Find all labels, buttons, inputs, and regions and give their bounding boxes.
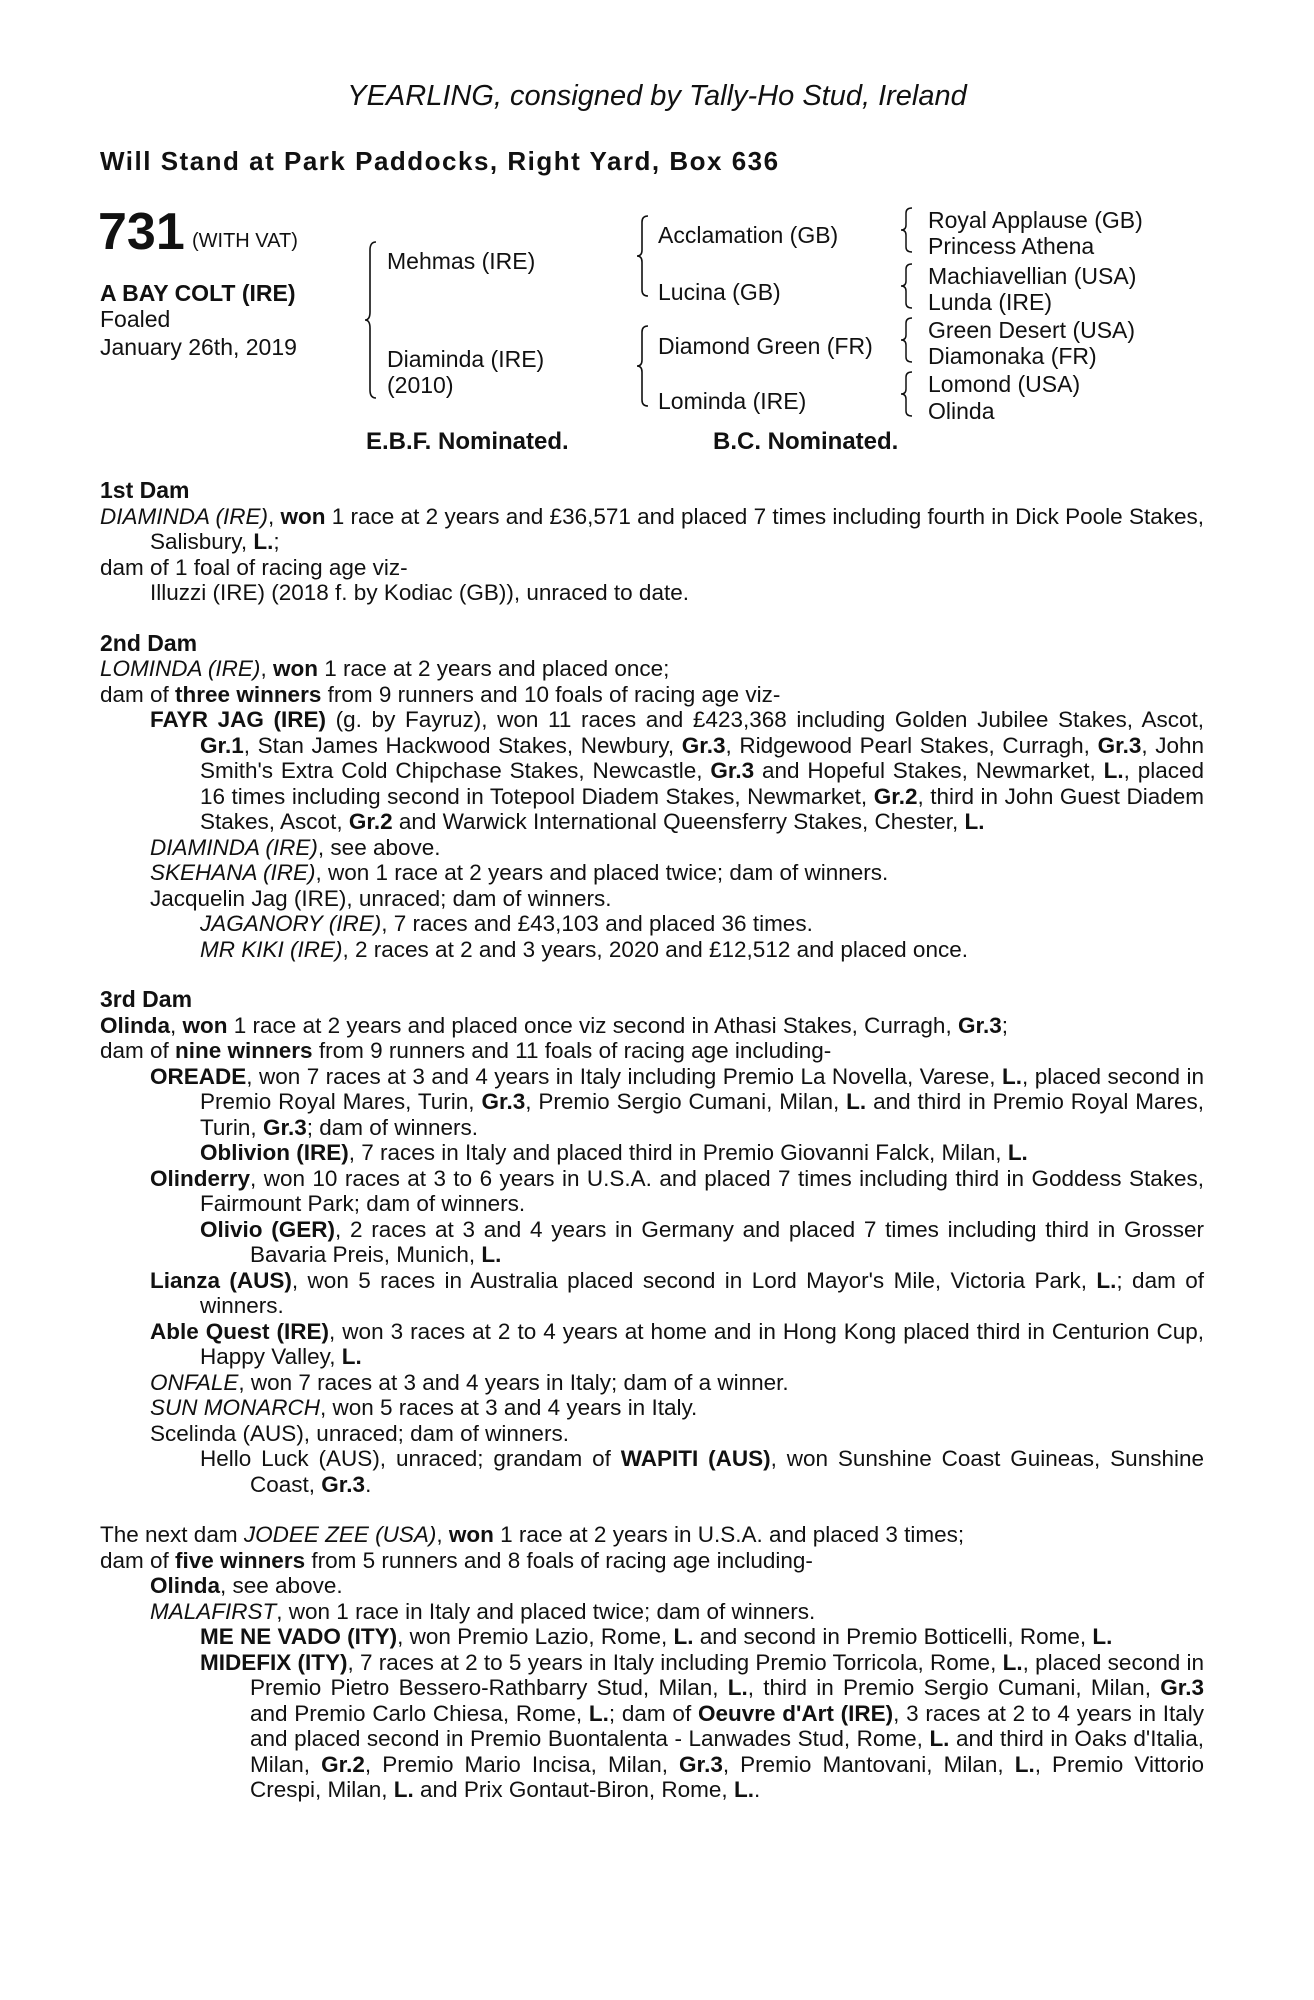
vat-note: (WITH VAT) <box>192 230 298 252</box>
pedigree-bracket-main <box>364 240 378 400</box>
pedigree-bracket-g3-2 <box>900 262 914 312</box>
produce-entry: MR KIKI (IRE), 2 races at 2 and 3 years, 2020 and £12,512 and placed once. <box>200 936 968 962</box>
third-dam-heading: 3rd Dam <box>100 986 193 1012</box>
pedigree-g3-item: Diamonaka (FR) <box>928 343 1097 369</box>
horse-name: ONFALE <box>150 1369 239 1395</box>
pedigree-g3-item: Royal Applause (GB) <box>928 207 1143 233</box>
first-dam-heading: 1st Dam <box>100 477 190 503</box>
foaled-date: January 26th, 2019 <box>100 334 297 360</box>
consignor-title: YEARLING, consigned by Tally-Ho Stud, Ireland <box>347 80 967 112</box>
pedigree-bracket-g3-4 <box>900 370 914 420</box>
produce-entry: Oblivion (IRE), 7 races in Italy and placed third in Premio Giovanni Falck, Milan, L. <box>200 1140 1028 1165</box>
pedigree-sire: Mehmas (IRE) <box>387 248 536 274</box>
horse-name: Oeuvre d'Art (IRE) <box>697 1700 894 1726</box>
produce-entry: SUN MONARCH, won 5 races at 3 and 4 years in Italy. <box>150 1395 698 1420</box>
produce-entry: MALAFIRST, won 1 race in Italy and placed twice; dam of winners. <box>150 1598 816 1624</box>
produce-entry: Olinda, see above. <box>150 1573 343 1598</box>
bc-nominated: B.C. Nominated. <box>713 428 899 455</box>
first-dam-produce-line: dam of 1 foal of racing age viz- <box>100 554 408 580</box>
second-dam-heading: 2nd Dam <box>100 629 198 656</box>
horse-name: SUN MONARCH <box>150 1395 321 1420</box>
ebf-nominated: E.B.F. Nominated. <box>366 428 569 455</box>
pedigree-g3-item: Princess Athena <box>928 233 1095 259</box>
horse-name: DIAMINDA (IRE) <box>150 834 318 860</box>
horse-name: SKEHANA (IRE) <box>150 860 316 885</box>
horse-name: ME NE VADO (ITY) <box>200 1624 398 1649</box>
horse-name: Olivio (GER) <box>200 1216 335 1242</box>
horse-name: MALAFIRST <box>150 1598 277 1624</box>
produce-entry: Illuzzi (IRE) (2018 f. by Kodiac (GB)), unraced to date. <box>150 580 689 605</box>
horse-name: DIAMINDA (IRE) <box>100 503 268 529</box>
foaled-label: Foaled <box>100 306 171 332</box>
horse-name: MR KIKI (IRE) <box>200 936 343 962</box>
horse-name: Olinda <box>150 1573 221 1598</box>
pedigree-g3-item: Green Desert (USA) <box>928 317 1136 343</box>
horse-name: Olinda <box>100 1012 171 1038</box>
pedigree-g3-item: Olinda <box>928 398 995 424</box>
pedigree-bracket-g3-1 <box>900 206 914 256</box>
pedigree-sire-dam: Lucina (GB) <box>658 279 781 305</box>
third-dam-produce-line: dam of nine winners from 9 runners and 11 foals of racing age including- <box>100 1038 832 1063</box>
stand-location: Will Stand at Park Paddocks, Right Yard, Box 636 <box>100 146 780 176</box>
produce-entry: FAYR JAG (IRE) (g. by Fayruz), won 11 races and £423,368 including Golden Jubilee Stakes, Ascot, Gr.1, Stan James Hackwood Stakes, Newbury, Gr.3, Ridgewood Pearl Stakes, Curragh, Gr.3, John Smith's Extra Cold Chipchase Stakes, Newcastle, Gr.3 and Hopeful Stakes, Newmarket, L., placed 16 times including second in Totepool Diadem Stakes, Newmarket, Gr.2, third in John Guest Diadem Stakes, Ascot, Gr.2 and Warwick International Queensferry Stakes, Chester, L. <box>150 707 1205 834</box>
horse-name: A BAY COLT (IRE) <box>100 280 296 306</box>
produce-entry: ONFALE, won 7 races at 3 and 4 years in Italy; dam of a winner. <box>150 1369 789 1395</box>
pedigree-bracket-sire <box>636 214 650 298</box>
produce-entry: Hello Luck (AUS), unraced; grandam of WAPITI (AUS), won Sunshine Coast Guineas, Sunshine Coast, Gr.3. <box>200 1446 1204 1497</box>
produce-entry: ME NE VADO (ITY), won Premio Lazio, Rome, L. and second in Premio Botticelli, Rome, L. <box>200 1624 1113 1649</box>
horse-name: OREADE <box>150 1063 247 1089</box>
horse-name: WAPITI (AUS) <box>620 1446 771 1471</box>
produce-entry: Olinderry, won 10 races at 3 to 6 years in U.S.A. and placed 7 times including third in Goddess Stakes, Fairmount Park; dam of winners. <box>150 1165 1204 1216</box>
pedigree-dam-year: (2010) <box>387 372 454 398</box>
second-dam-entry: LOMINDA (IRE), won 1 race at 2 years and placed once; <box>100 656 670 681</box>
pedigree-g3-item: Lunda (IRE) <box>928 289 1053 315</box>
horse-name: Able Quest (IRE) <box>150 1318 330 1344</box>
first-dam-entry: DIAMINDA (IRE), won 1 race at 2 years and £36,571 and placed 7 times including fourth in Dick Poole Stakes, Salisbury, L.; <box>100 503 1204 554</box>
pedigree-dam: Diaminda (IRE) <box>387 346 545 372</box>
pedigree-sire-sire: Acclamation (GB) <box>658 222 839 248</box>
produce-entry: JAGANORY (IRE), 7 races and £43,103 and placed 36 times. <box>200 911 813 936</box>
produce-entry: Scelinda (AUS), unraced; dam of winners. <box>150 1420 569 1446</box>
dam-record-body <box>100 478 1204 1803</box>
produce-entry: Olivio (GER), 2 races at 3 and 4 years in Germany and placed 7 times including third in Grosser Bavaria Preis, Munich, L. <box>200 1216 1204 1267</box>
third-dam-entry: Olinda, won 1 race at 2 years and placed once viz second in Athasi Stakes, Curragh, Gr.3; <box>100 1012 1008 1038</box>
second-dam-produce-line: dam of three winners from 9 runners and 10 foals of racing age viz- <box>100 681 781 707</box>
produce-entry: Jacquelin Jag (IRE), unraced; dam of winners. <box>150 885 612 911</box>
pedigree-bracket-g3-3 <box>900 316 914 366</box>
horse-name: Olinderry <box>150 1165 251 1191</box>
horse-name: JAGANORY (IRE) <box>200 911 382 936</box>
horse-name: Lianza (AUS) <box>150 1267 292 1293</box>
produce-entry: DIAMINDA (IRE), see above. <box>150 834 441 860</box>
pedigree-dam-dam: Lominda (IRE) <box>658 388 807 414</box>
horse-name: FAYR JAG (IRE) <box>150 707 326 732</box>
lot-number: 731 <box>98 203 185 261</box>
produce-entry: Lianza (AUS), won 5 races in Australia placed second in Lord Mayor's Mile, Victoria Park, L.; dam of winners. <box>150 1267 1204 1318</box>
pedigree-bracket-dam <box>636 324 650 408</box>
produce-entry: MIDEFIX (ITY), 7 races at 2 to 5 years in Italy including Premio Torricola, Rome, L., placed second in Premio Pietro Bessero-Rathbarry Stud, Milan, L., third in Premio Sergio Cumani, Milan, Gr.3 and Premio Carlo Chiesa, Rome, L.; dam of Oeuvre d'Art (IRE), 3 races at 2 to 4 years in Italy and placed second in Premio Buontalenta - Lanwades Stud, Rome, L. and third in Oaks d'Italia, Milan, Gr.2, Premio Mario Incisa, Milan, Gr.3, Premio Mantovani, Milan, L., Premio Vittorio Crespi, Milan, L. and Prix Gontaut-Biron, Rome, L.. <box>200 1649 1205 1802</box>
horse-name: JODEE ZEE (USA) <box>243 1522 437 1547</box>
horse-name: Oblivion (IRE) <box>200 1140 349 1165</box>
produce-entry: Able Quest (IRE), won 3 races at 2 to 4 years at home and in Hong Kong placed third in Centurion Cup, Happy Valley, L. <box>150 1318 1204 1369</box>
pedigree-g3-item: Lomond (USA) <box>928 371 1081 397</box>
pedigree-dam-sire: Diamond Green (FR) <box>658 333 873 359</box>
next-dam-produce-line: dam of five winners from 5 runners and 8 foals of racing age including- <box>100 1547 813 1573</box>
horse-name: MIDEFIX (ITY) <box>200 1649 348 1675</box>
produce-entry: SKEHANA (IRE), won 1 race at 2 years and placed twice; dam of winners. <box>150 860 889 885</box>
horse-name: LOMINDA (IRE) <box>100 656 261 681</box>
next-dam-entry: The next dam JODEE ZEE (USA), won 1 race at 2 years in U.S.A. and placed 3 times; <box>100 1522 965 1547</box>
pedigree-g3-item: Machiavellian (USA) <box>928 263 1137 289</box>
produce-entry: OREADE, won 7 races at 3 and 4 years in Italy including Premio La Novella, Varese, L., placed second in Premio Royal Mares, Turin, Gr.3, Premio Sergio Cumani, Milan, L. and third in Premio Royal Mares, Turin, Gr.3; dam of winners. <box>150 1063 1205 1140</box>
